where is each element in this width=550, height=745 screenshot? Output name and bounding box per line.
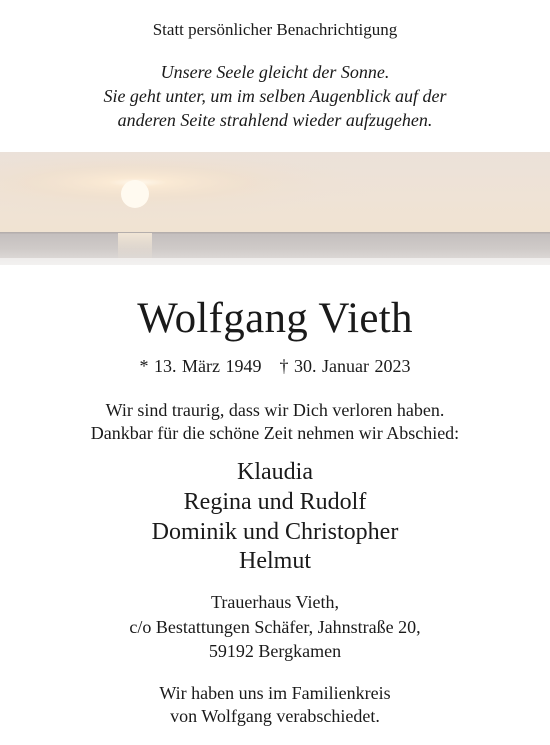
notice-header: Statt persönlicher Benachrichtigung bbox=[152, 20, 398, 39]
message-line-1: Wir sind traurig, dass wir Dich verloren haben. bbox=[105, 400, 445, 420]
death-date: † 30. Januar 2023 bbox=[279, 356, 411, 376]
closing-line-1: Wir haben uns im Familienkreis bbox=[159, 683, 391, 703]
sunset-illustration bbox=[0, 152, 550, 265]
sun-reflection bbox=[118, 233, 152, 261]
birth-date: * 13. März 1949 bbox=[139, 356, 262, 376]
sun bbox=[121, 180, 149, 208]
closing-line-2: von Wolfgang verabschiedet. bbox=[170, 706, 380, 726]
message-line-2: Dankbar für die schöne Zeit nehmen wir Abschied: bbox=[90, 423, 460, 443]
address-line-1: Trauerhaus Vieth, bbox=[211, 592, 339, 612]
address-line-3: 59192 Bergkamen bbox=[208, 641, 342, 661]
sunset-sea-image bbox=[0, 152, 550, 265]
mourner-2: Regina und Rudolf bbox=[183, 489, 367, 515]
address-line-2: c/o Bestattungen Schäfer, Jahnstraße 20, bbox=[129, 617, 421, 637]
mourner-3: Dominik und Christopher bbox=[151, 519, 399, 545]
poem-line-2: Sie geht unter, um im selben Augenblick auf der bbox=[103, 86, 447, 106]
mourner-1: Klaudia bbox=[237, 459, 313, 485]
poem-line-1: Unsere Seele gleicht der Sonne. bbox=[160, 62, 390, 82]
mourner-4: Helmut bbox=[239, 548, 311, 574]
poem-line-3: anderen Seite strahlend wieder aufzugehen. bbox=[117, 110, 433, 130]
life-dates bbox=[0, 356, 550, 377]
deceased-name: Wolfgang Vieth bbox=[137, 295, 413, 342]
